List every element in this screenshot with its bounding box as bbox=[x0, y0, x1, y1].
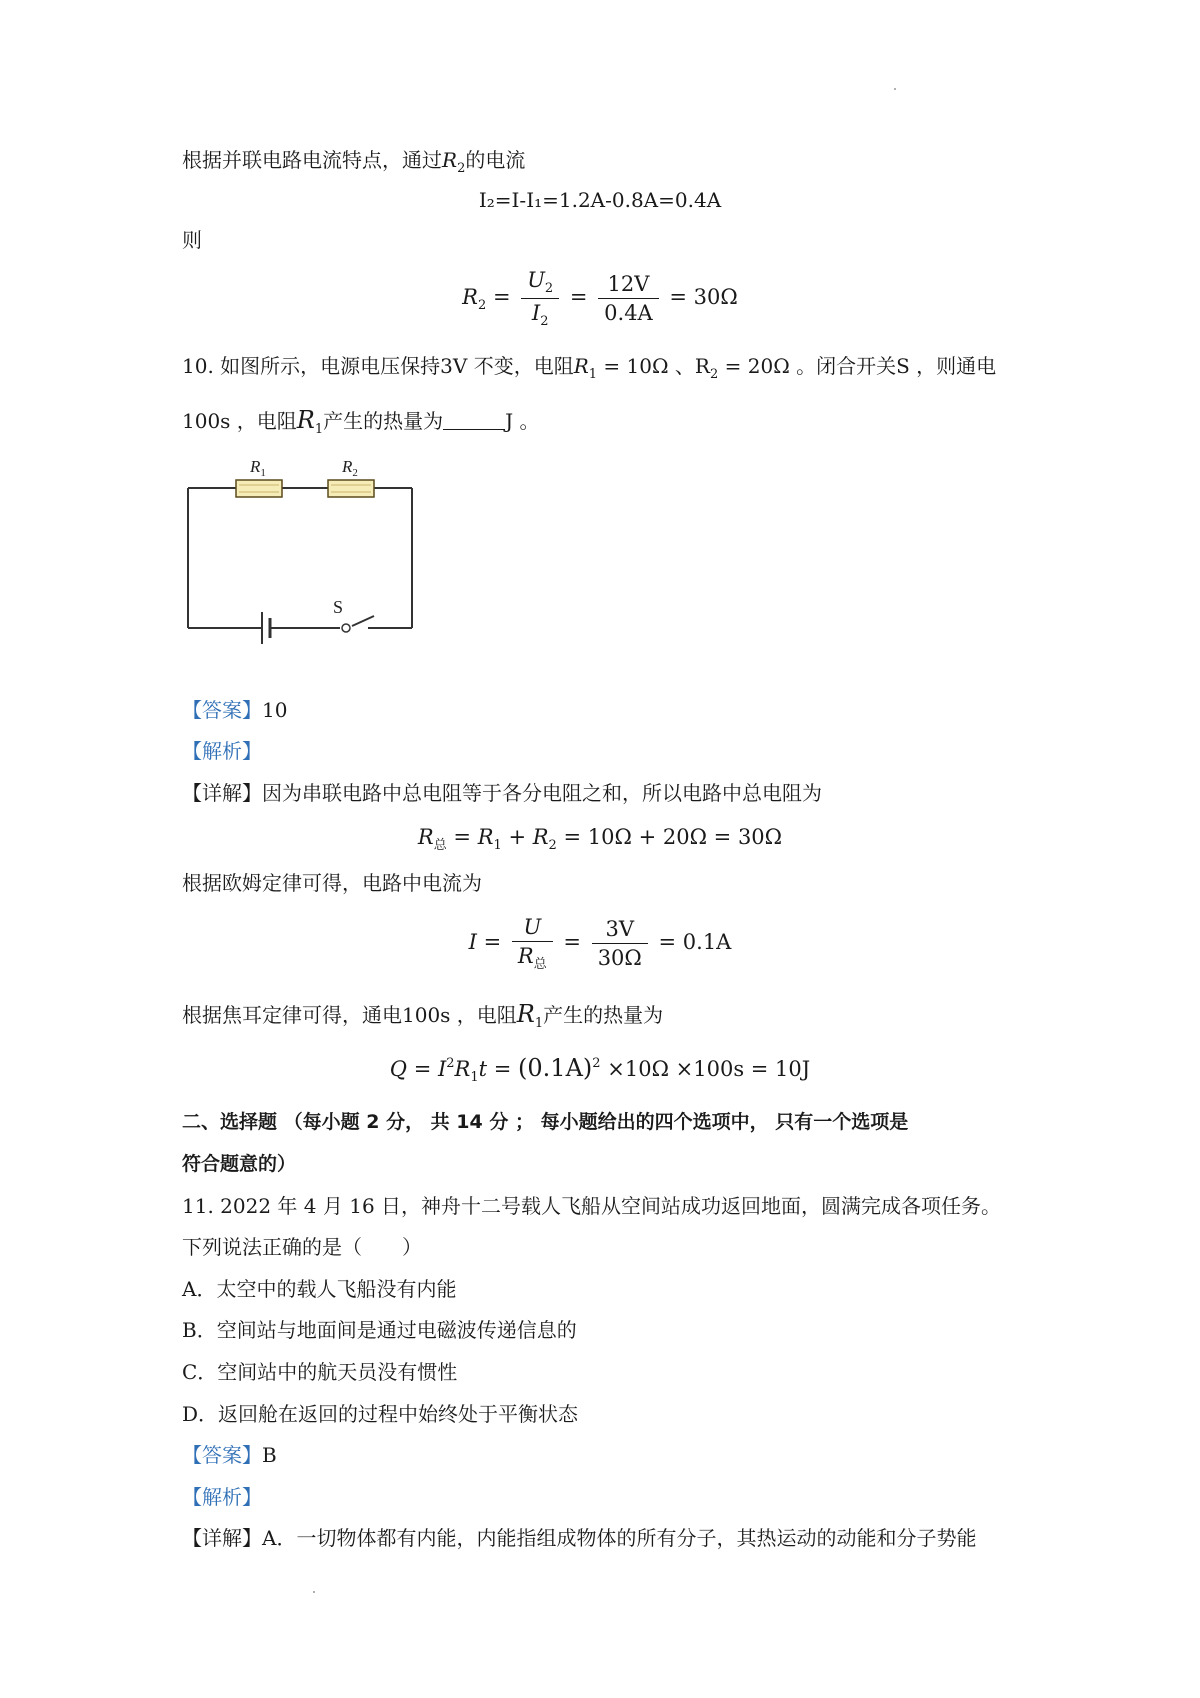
then-text: 则 bbox=[182, 228, 202, 252]
q11-analysis: 【解析】 bbox=[182, 1485, 262, 1509]
equation-i2: I₂=I-I₁=1.2A-0.8A=0.4A bbox=[478, 188, 722, 212]
label-r2: $R_2$ bbox=[342, 457, 358, 479]
circuit-diagram bbox=[180, 448, 420, 648]
prev-text-line: 根据并联电路电流特点，通过$R_2$的电流 bbox=[182, 148, 526, 176]
q10-analysis: 【解析】 bbox=[182, 739, 262, 763]
q11-line2: 下列说法正确的是（ ） bbox=[182, 1235, 422, 1259]
switch-pivot bbox=[342, 624, 350, 632]
q10-detail3: 根据焦耳定律可得，通电100s ，电阻$R_1$产生的热量为 bbox=[182, 1000, 664, 1031]
fraction-12v-04a: $\frac{12V}{0.4A}$ bbox=[598, 272, 659, 325]
label-switch: S bbox=[333, 597, 344, 617]
q11-option-b: B．空间站与地面间是通过电磁波传递信息的 bbox=[182, 1318, 577, 1342]
equation-r2: $R_2$ = $\frac{U_2}{I_2}$ = $\frac{12V}{0.4A}$ = 30Ω bbox=[462, 268, 738, 329]
corner-dot-top bbox=[894, 88, 896, 90]
q11-answer: 【答案】B bbox=[182, 1443, 277, 1467]
q11-line1: 11. 2022 年 4 月 16 日，神舟十二号载人飞船从空间站成功返回地面，圆满完成各项任务。 bbox=[182, 1194, 1002, 1218]
equation-current: I = $\frac{U}{R_总}$ = $\frac{3V}{30\Omega}$ = 0.1A bbox=[468, 915, 732, 972]
q10-detail1: 【详解】因为串联电路中总电阻等于各分电阻之和，所以电路中总电阻为 bbox=[182, 781, 822, 805]
answer-blank bbox=[443, 411, 505, 430]
q10-detail2: 根据欧姆定律可得，电路中电流为 bbox=[182, 871, 482, 895]
section2-line2: 符合题意的） bbox=[182, 1153, 297, 1175]
q10-line2: 100s ，电阻$R_1$产生的热量为 J 。 bbox=[182, 406, 540, 437]
section2-line1: 二、选择题 （每小题 2 分， 共 14 分 ； 每小题给出的四个选项中， 只有一个选项是 bbox=[182, 1111, 909, 1133]
q11-option-a: A．太空中的载人飞船没有内能 bbox=[182, 1277, 457, 1301]
q11-option-c: C．空间站中的航天员没有惯性 bbox=[182, 1360, 458, 1384]
label-r1: $R_1$ bbox=[250, 457, 266, 479]
q10-line1: 10. 如图所示，电源电压保持3V 不变，电阻$R_1 = 10\Omega$ 、$R_2 = 20\Omega$ 。闭合开关S ，则通电 bbox=[182, 354, 997, 382]
resistor-r1 bbox=[236, 480, 282, 497]
q10-answer: 【答案】10 bbox=[182, 698, 288, 722]
equation-heat: $Q = I^2R_1t = (0.1A)^2 \times 10\Omega \times 100s = 10J$ bbox=[389, 1054, 811, 1085]
resistor-r2 bbox=[328, 480, 374, 497]
fraction-u-rtotal: $\frac{U}{R_总}$ bbox=[512, 915, 553, 972]
q11-detail: 【详解】A．一切物体都有内能，内能指组成物体的所有分子，其热运动的动能和分子势能 bbox=[182, 1526, 977, 1550]
fraction-u2-i2: $\frac{U_2}{I_2}$ bbox=[521, 268, 559, 329]
corner-dot-bottom bbox=[313, 1591, 315, 1593]
fraction-3v-30ohm: $\frac{3V}{30\Omega}$ bbox=[592, 917, 648, 970]
q11-option-d: D．返回舱在返回的过程中始终处于平衡状态 bbox=[182, 1402, 579, 1426]
equation-r-total: $R_总 = R_1 + R_2 = 10\Omega + 20\Omega = 30\Omega$ bbox=[417, 825, 783, 853]
